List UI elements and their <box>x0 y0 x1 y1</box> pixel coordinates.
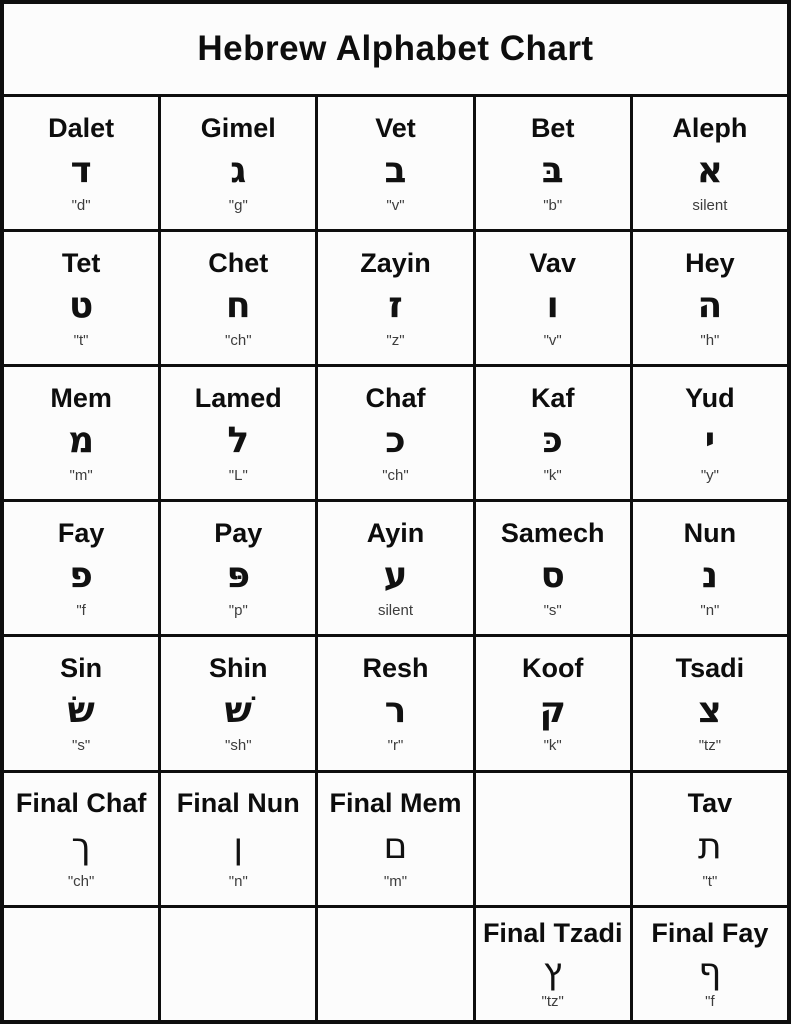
hebrew-letter: מ <box>68 420 95 462</box>
page-title: Hebrew Alphabet Chart <box>197 29 594 68</box>
letter-sound: "tz" <box>541 992 564 1010</box>
letter-name: Yud <box>685 382 735 413</box>
letter-name: Lamed <box>194 382 282 413</box>
hebrew-letter: פּ <box>226 555 251 597</box>
letter-cell-dalet <box>4 97 158 229</box>
letter-sound: "t" <box>702 872 718 890</box>
hebrew-letter: ך <box>71 825 91 867</box>
empty-cell <box>4 908 158 1020</box>
hebrew-letter: ח <box>225 285 251 327</box>
letter-name: Chet <box>208 247 269 278</box>
hebrew-letter: א <box>696 149 723 191</box>
letter-cell-final-chaf <box>4 773 158 905</box>
letter-name: Dalet <box>48 112 115 143</box>
hebrew-letter: שׂ <box>67 690 95 732</box>
letter-sound: "z" <box>386 332 405 350</box>
letter-sound: silent <box>692 196 728 214</box>
letter-cell-sin <box>4 637 158 769</box>
letter-cell-mem <box>4 367 158 499</box>
hebrew-letter: ז <box>388 285 403 327</box>
letter-sound: "f <box>705 992 715 1010</box>
hebrew-letter: ל <box>227 420 250 462</box>
letter-sound: "p" <box>228 602 248 620</box>
letter-name: Final Nun <box>176 788 300 819</box>
letter-sound: "f <box>76 602 86 620</box>
hebrew-letter: ם <box>383 825 408 867</box>
letter-sound: "s" <box>543 602 562 620</box>
letter-name: Samech <box>500 517 605 548</box>
empty-cell <box>318 908 472 1020</box>
letter-sound: "n" <box>228 872 248 890</box>
hebrew-letter: צ <box>698 690 722 732</box>
letter-cell-samech <box>476 502 630 634</box>
letter-sound: "ch" <box>225 332 252 350</box>
hebrew-letter: ק <box>539 690 566 732</box>
letter-sound: "s" <box>72 737 91 755</box>
letter-cell-tav <box>633 773 787 905</box>
letter-name: Fay <box>57 517 105 548</box>
letter-cell-gimel <box>161 97 315 229</box>
letter-sound: "m" <box>383 872 408 890</box>
hebrew-letter: ן <box>233 825 244 867</box>
hebrew-letter: ד <box>70 149 92 191</box>
letter-name: Sin <box>60 653 103 684</box>
hebrew-letter: נ <box>701 555 719 597</box>
hebrew-letter: כ <box>385 420 406 462</box>
letter-cell-resh <box>318 637 472 769</box>
letter-name: Hey <box>685 247 735 278</box>
letter-cell-pay <box>161 502 315 634</box>
letter-name: Final Fay <box>651 918 769 949</box>
letter-name: Tet <box>61 247 101 278</box>
letter-sound: "b" <box>543 196 563 214</box>
hebrew-letter: ב <box>384 149 407 191</box>
letter-cell-tet <box>4 232 158 364</box>
letter-sound: "k" <box>543 467 562 485</box>
letter-name: Bet <box>530 112 575 143</box>
letter-grid <box>4 97 787 1020</box>
letter-name: Shin <box>209 653 268 684</box>
letter-name: Pay <box>214 517 263 548</box>
letter-name: Vav <box>529 247 576 278</box>
letter-sound: "h" <box>700 332 720 350</box>
letter-name: Zayin <box>360 247 431 278</box>
letter-sound: "sh" <box>225 737 252 755</box>
hebrew-letter: ט <box>68 285 94 327</box>
letter-cell-bet <box>476 97 630 229</box>
letter-cell-chet <box>161 232 315 364</box>
letter-name: Chaf <box>365 382 426 413</box>
letter-sound: silent <box>377 602 413 620</box>
hebrew-letter: ה <box>697 285 723 327</box>
letter-name: Nun <box>683 517 737 548</box>
letter-name: Koof <box>521 653 584 684</box>
letter-name: Gimel <box>200 112 276 143</box>
letter-sound: "d" <box>71 196 91 214</box>
letter-cell-shin <box>161 637 315 769</box>
hebrew-letter: ר <box>384 690 407 732</box>
letter-cell-final-mem <box>318 773 472 905</box>
letter-sound: "t" <box>73 332 89 350</box>
letter-name: Mem <box>50 382 112 413</box>
letter-cell-vet <box>318 97 472 229</box>
letter-cell-yud <box>633 367 787 499</box>
hebrew-letter: י <box>704 420 716 462</box>
letter-sound: "y" <box>700 467 719 485</box>
empty-cell <box>161 908 315 1020</box>
hebrew-letter: פ <box>69 555 93 597</box>
letter-sound: "ch" <box>382 467 409 485</box>
letter-cell-final-tzadi <box>476 908 630 1020</box>
letter-sound: "tz" <box>698 737 722 755</box>
letter-cell-lamed <box>161 367 315 499</box>
letter-cell-fay <box>4 502 158 634</box>
letter-cell-vav <box>476 232 630 364</box>
letter-name: Ayin <box>366 517 425 548</box>
hebrew-letter: ג <box>230 149 247 191</box>
letter-name: Resh <box>362 653 429 684</box>
letter-cell-kaf <box>476 367 630 499</box>
letter-sound: "v" <box>543 332 562 350</box>
letter-cell-koof <box>476 637 630 769</box>
letter-name: Final Chaf <box>15 788 147 819</box>
hebrew-letter: שׁ <box>224 690 252 732</box>
letter-sound: "ch" <box>67 872 95 890</box>
hebrew-letter: ץ <box>542 950 563 992</box>
letter-cell-hey <box>633 232 787 364</box>
letter-cell-final-nun <box>161 773 315 905</box>
letter-name: Vet <box>375 112 416 143</box>
hebrew-letter: בּ <box>541 149 564 191</box>
hebrew-letter: ו <box>546 285 559 327</box>
letter-cell-zayin <box>318 232 472 364</box>
hebrew-letter: ת <box>698 825 722 867</box>
empty-cell <box>476 773 630 905</box>
letter-cell-chaf <box>318 367 472 499</box>
letter-sound: "g" <box>228 196 248 214</box>
letter-name: Final Mem <box>329 788 462 819</box>
hebrew-letter: ס <box>540 555 565 597</box>
letter-sound: "n" <box>700 602 720 620</box>
letter-sound: "m" <box>69 467 93 485</box>
hebrew-letter: ף <box>698 950 722 992</box>
letter-name: Tsadi <box>675 653 745 684</box>
letter-name: Tav <box>687 788 733 819</box>
letter-cell-aleph <box>633 97 787 229</box>
letter-sound: "v" <box>386 196 405 214</box>
letter-sound: "r" <box>387 737 404 755</box>
letter-sound: "L" <box>228 467 248 485</box>
letter-cell-ayin <box>318 502 472 634</box>
letter-cell-nun <box>633 502 787 634</box>
letter-name: Aleph <box>672 112 748 143</box>
letter-sound: "k" <box>543 737 562 755</box>
letter-name: Kaf <box>530 382 575 413</box>
title-bar <box>4 4 787 94</box>
hebrew-letter: כּ <box>542 420 563 462</box>
letter-cell-tsadi <box>633 637 787 769</box>
hebrew-letter: ע <box>383 555 408 597</box>
letter-cell-final-fay <box>633 908 787 1020</box>
letter-name: Final Tzadi <box>482 918 623 949</box>
